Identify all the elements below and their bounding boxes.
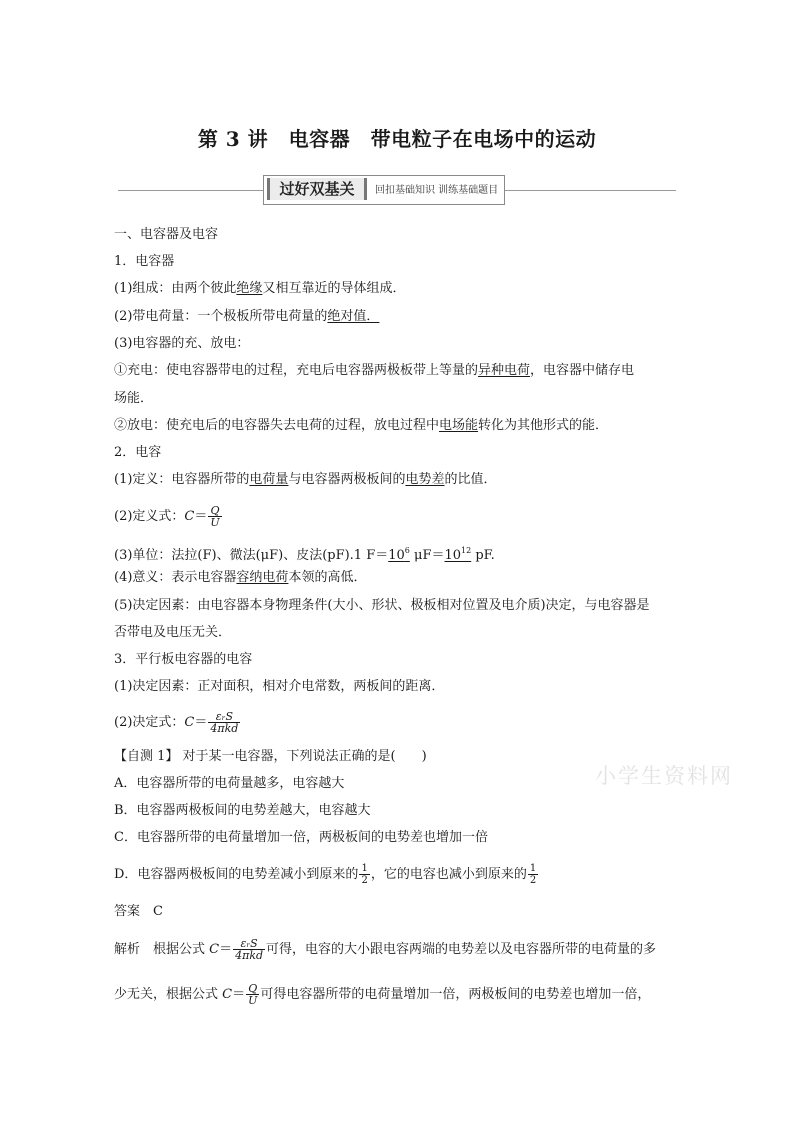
underlined-term: 绝对值．	[327, 309, 380, 324]
underlined-term: 绝缘	[236, 281, 263, 296]
text-line: ①充电：使电容器带电的过程，充电后电容器两极板带上等量的异种电荷，电容器中储存电	[114, 363, 635, 378]
text-line: 场能．	[114, 391, 154, 406]
formula-line: (2)定义式：C＝ $\frac{Q}{U}$	[114, 504, 220, 529]
text-line: (3)电容器的充、放电：	[114, 336, 250, 351]
formula-line: (2)决定式：C＝ $\frac{\text{εᵣS}}{\text{4πkd}}$	[114, 710, 239, 735]
fraction-q-over-u: $\frac{Q}{U}$	[248, 982, 258, 1007]
fraction-capacitance: $\frac{\text{εᵣS}}{\text{4πkd}}$	[235, 937, 264, 962]
underlined-term: 电势差	[405, 472, 445, 487]
banner-subtitle: 回扣基础知识 训练基础题目	[375, 185, 499, 196]
section-banner	[263, 175, 505, 205]
text-line: (1)定义：电容器所带的电荷量与电容器两极板间的电势差的比值．	[114, 472, 497, 487]
fraction-q-over-u: $\frac{Q}{U}$	[210, 504, 220, 529]
subheading-capacitance: 2．电容	[114, 445, 162, 460]
fraction-half: $\frac{1}{2}$	[529, 863, 537, 886]
fraction-capacitance: $\frac{\text{εᵣS}}{\text{4πkd}}$	[210, 710, 239, 735]
text-line: ②放电：使充电后的电容器失去电荷的过程，放电过程中电场能转化为其他形式的能．	[114, 418, 609, 433]
underlined-term: 电场能	[439, 418, 479, 433]
option-d: D．电容器两极板间的电势差减小到原来的 $\frac{1}{2}$ ，它的电容也减小到原来的 $\frac{1}{2}$	[114, 863, 537, 886]
underlined-term: 容纳电荷	[236, 570, 289, 585]
answer: 答案 C	[114, 904, 163, 919]
subheading-parallel-plate: 3．平行板电容器的电容	[114, 652, 253, 667]
text-line: (1)组成：由两个彼此绝缘又相互靠近的导体组成．	[114, 281, 406, 296]
question-title: 【自测 1】 对于某一电容器，下列说法正确的是( )	[114, 749, 427, 764]
underlined-term: 异种电荷	[478, 363, 531, 378]
text-line: 否带电及电压无关．	[114, 625, 232, 640]
analysis-line: 少无关，根据公式 C＝ $\frac{Q}{U}$ 可得电容器所带的电荷量增加一倍，两极板间的电势差也增加一倍，	[114, 982, 651, 1007]
underlined-term: 电荷量	[249, 472, 289, 487]
option-c: C．电容器所带的电荷量增加一倍，两极板间的电势差也增加一倍	[114, 830, 488, 845]
divider-left	[118, 190, 264, 191]
divider-right	[504, 190, 676, 191]
option-b: B．电容器两极板间的电势差越大，电容越大	[114, 803, 371, 818]
text-line: (2)带电荷量：一个极板所带电荷量的绝对值．	[114, 309, 380, 324]
watermark: 小学生资料网	[595, 764, 733, 788]
banner-label: 过好双基关	[267, 178, 367, 200]
section-heading: 一、电容器及电容	[114, 227, 219, 242]
text-line: (4)意义：表示电容器容纳电荷本领的高低．	[114, 570, 367, 585]
fraction-half: $\frac{1}{2}$	[361, 863, 368, 886]
subheading-capacitor: 1．电容器	[114, 254, 175, 269]
text-line: (3)单位：法拉(F)、微法(μF)、皮法(pF).1 $F=10^6$ $\mu F=10^{12}$ pF.	[114, 546, 495, 563]
analysis-line: 解析 根据公式 C＝ $\frac{\text{εᵣS}}{\text{4πkd}}$ 可得，电容的大小跟电容两端的电势差以及电容器所带的电荷量的多	[114, 937, 657, 962]
page-title: 第 3 讲 电容器 带电粒子在电场中的运动	[197, 127, 597, 151]
text-line: (5)决定因素：由电容器本身物理条件(大小、形状、极板相对位置及电介质)决定，与电容器是	[114, 598, 650, 613]
text-line: (1)决定因素：正对面积，相对介电常数，两板间的距离．	[114, 679, 445, 694]
option-a: A．电容器所带的电荷量越多，电容越大	[114, 776, 345, 791]
